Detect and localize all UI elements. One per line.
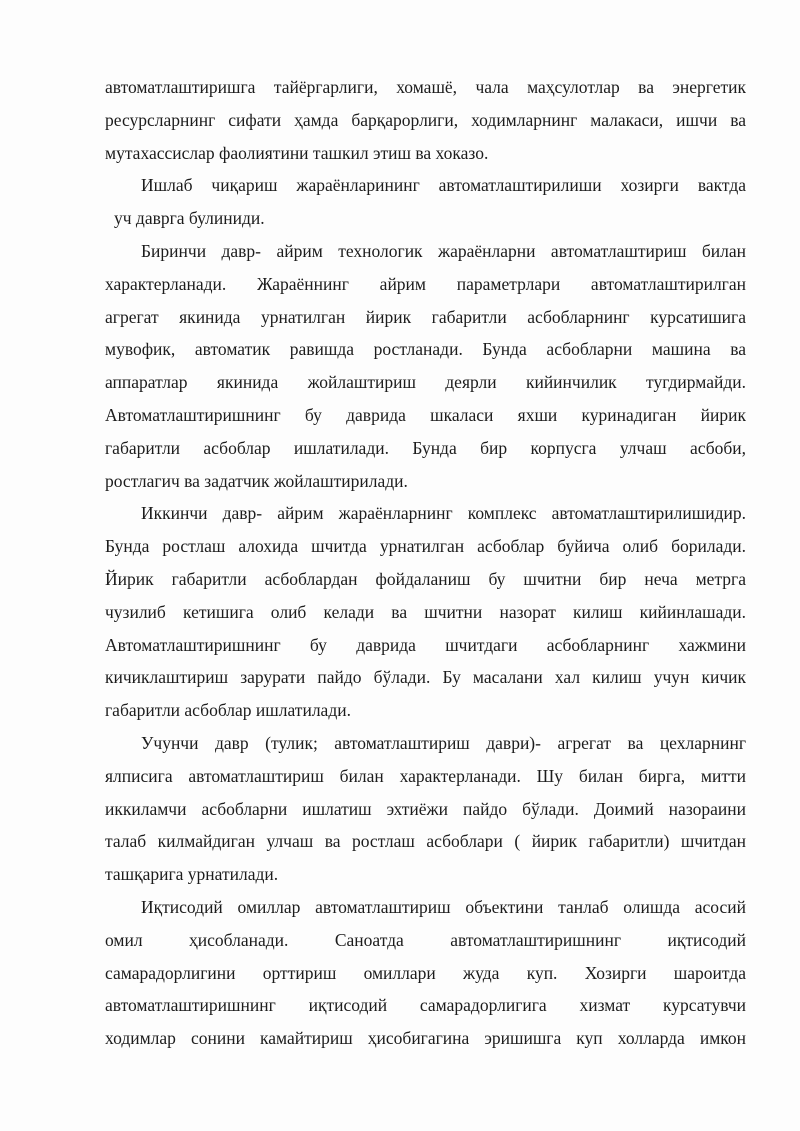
text-line: Йирик габаритли асбоблардан фойдаланиш бу шчитни бир неча метрга xyxy=(105,568,746,589)
text-line: ташқарига урнатилади. xyxy=(105,864,279,885)
paragraph-2 xyxy=(105,169,746,235)
paragraph-3 xyxy=(105,235,746,497)
paragraph-1 xyxy=(105,71,746,169)
text-line: иккиламчи асбобларни ишлатиш эхтиёжи пайдо бўлади. Доимий назораини xyxy=(105,798,746,819)
text-line: габаритли асбоблар ишлатилади. xyxy=(105,700,351,721)
text-line: Бунда ростлаш алохида шчитда урнатилган асбоблар буйича олиб борилади. xyxy=(105,536,746,557)
text-line: уч даврга булиниди. xyxy=(114,208,265,229)
paragraph-4 xyxy=(105,497,746,727)
text-line: Биринчи давр- айрим технологик жараёнларни автоматлаштириш билан xyxy=(141,240,746,261)
text-line: Иқтисодий омиллар автоматлаштириш объектини танлаб олишда асосий xyxy=(141,896,746,917)
document-page xyxy=(105,71,746,1055)
text-line: чузилиб кетишига олиб келади ва шчитни назорат килиш кийинлашади. xyxy=(105,601,746,622)
text-line: омил ҳисобланади. Саноатда автоматлаштиришнинг иқтисодий xyxy=(105,929,746,950)
text-line: ходимлар сонини камайтириш ҳисобигагина эришишга куп холларда имкон xyxy=(105,1028,746,1049)
text-line: Автоматлаштиришнинг бу даврида шчитдаги асбобларнинг хажмини xyxy=(105,634,746,655)
text-line: кичиклаштириш зарурати пайдо бўлади. Бу масалани хал килиш учун кичик xyxy=(105,667,746,688)
text-line: мутахассислар фаолиятини ташкил этиш ва хоказо. xyxy=(105,142,489,163)
text-line: талаб килмайдиган улчаш ва ростлаш асбоблари ( йирик габаритли) шчитдан xyxy=(105,831,746,852)
text-line: ресурсларнинг сифати ҳамда барқарорлиги, ходимларнинг малакаси, ишчи ва xyxy=(105,109,746,130)
text-line: Автоматлаштиришнинг бу даврида шкаласи яхши куринадиган йирик xyxy=(105,404,746,425)
paragraph-6 xyxy=(105,891,746,1055)
text-line: ялписига автоматлаштириш билан характерланади. Шу билан бирга, митти xyxy=(105,765,746,786)
text-line: агрегат якинида урнатилган йирик габаритли асбобларнинг курсатишига xyxy=(105,306,746,327)
text-line: Ишлаб чиқариш жараёнларининг автоматлаштирилиши хозирги вактда xyxy=(141,175,746,196)
text-line: автоматлаштиришга тайёргарлиги, хомашё, чала маҳсулотлар ва энергетик xyxy=(105,77,746,97)
text-line: ростлагич ва задатчик жойлаштирилади. xyxy=(105,470,408,491)
text-line: характерланади. Жараённинг айрим параметрлари автоматлаштирилган xyxy=(105,273,746,294)
text-line: самарадорлигини орттириш омиллари жуда куп. Хозирги шароитда xyxy=(105,962,746,983)
text-line: габаритли асбоблар ишлатилади. Бунда бир корпусга улчаш асбоби, xyxy=(105,437,746,458)
text-line: Иккинчи давр- айрим жараёнларнинг комплекс автоматлаштирилишидир. xyxy=(141,503,746,524)
text-line: Учунчи давр (тулик; автоматлаштириш даври)- агрегат ва цехларнинг xyxy=(141,732,746,753)
text-line: мувофик, автоматик равишда ростланади. Бунда асбобларни машина ва xyxy=(105,339,746,360)
text-line: автоматлаштиришнинг иқтисодий самарадорлигига хизмат курсатувчи xyxy=(105,995,746,1016)
text-line: аппаратлар якинида жойлаштириш деярли кийинчилик тугдирмайди. xyxy=(105,372,746,393)
paragraph-5 xyxy=(105,727,746,891)
